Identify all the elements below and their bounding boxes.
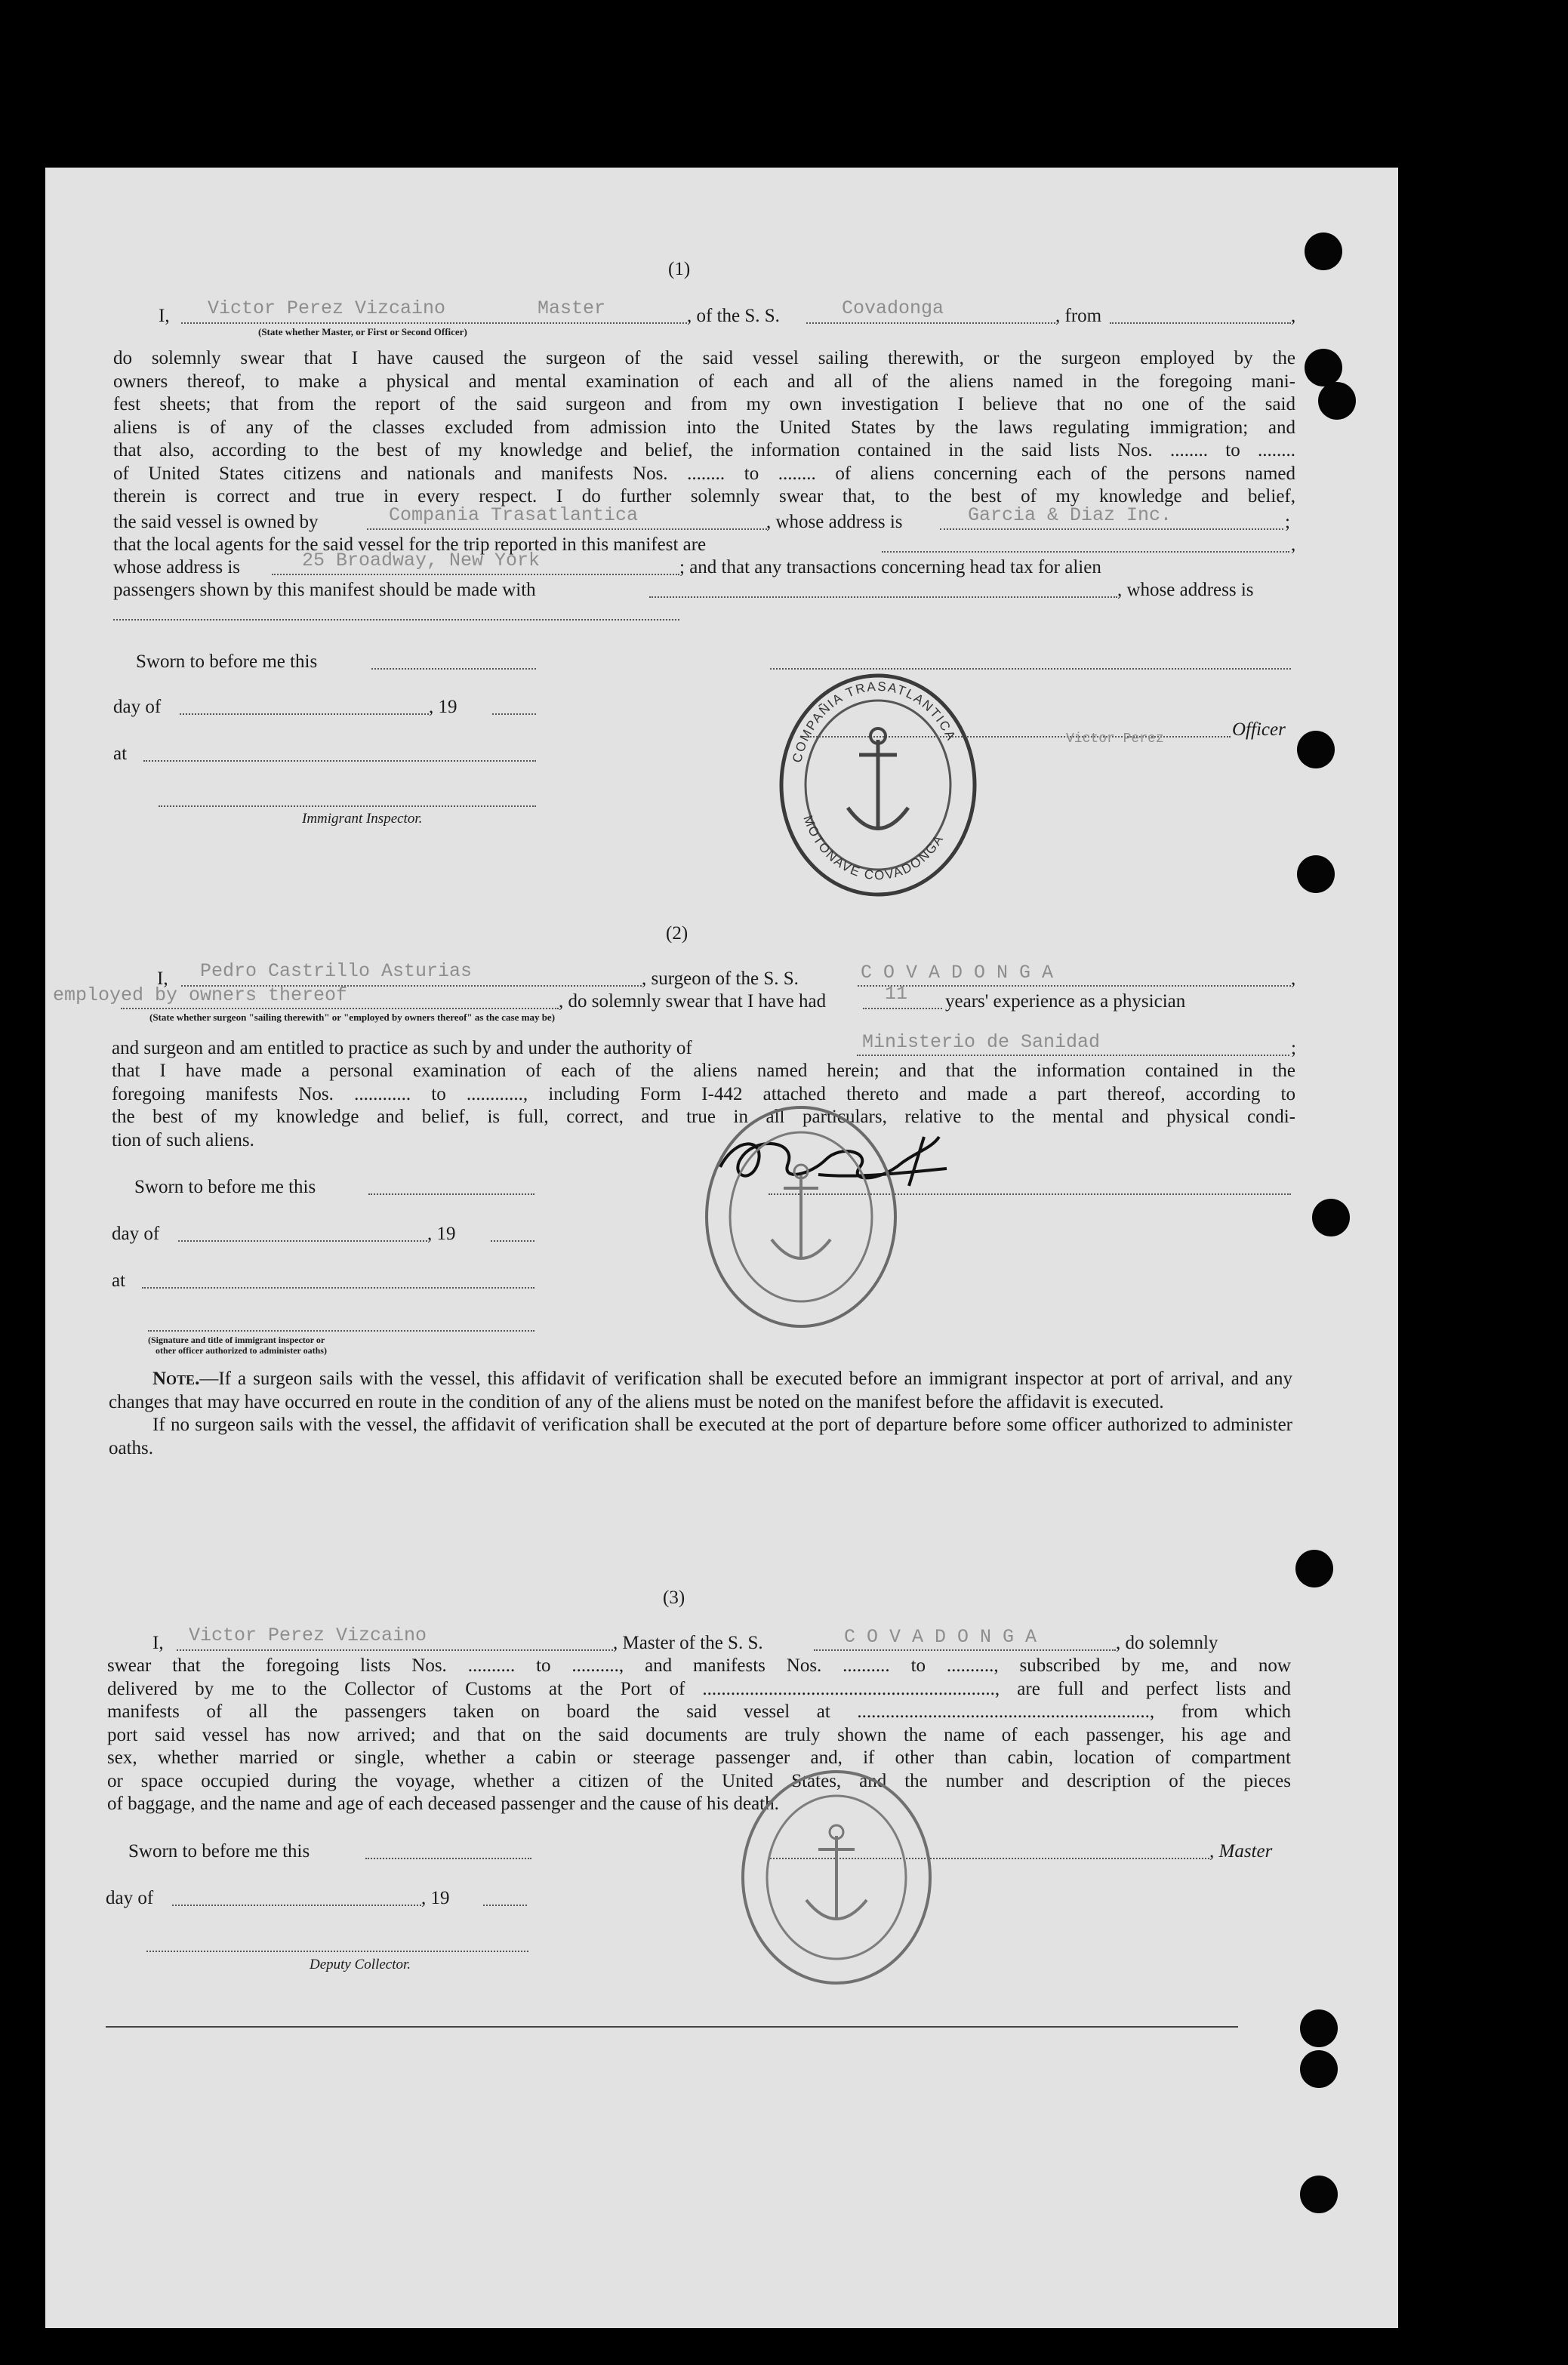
s3-last-line: of baggage, and the name and age of each deceased passenger and the cause of his death.: [107, 1794, 779, 1814]
s3-master-name: Victor Perez Vizcaino: [189, 1624, 427, 1646]
s1-body-line: therein is correct and true in every respect. I do further solemnly swear that, to the best of my knowledge and belief,: [113, 486, 1295, 507]
company-stamp: [776, 672, 980, 898]
s1-agent-address: 25 Broadway, New York: [302, 550, 541, 571]
s1-i-label: I,: [159, 306, 170, 326]
semicolon: ;: [1285, 512, 1290, 532]
binder-hole: [1318, 382, 1356, 420]
s3-deputy: Deputy Collector.: [310, 1957, 411, 1972]
s1-owned-by: the said vessel is owned by: [113, 512, 319, 532]
s1-from: , from: [1055, 306, 1102, 326]
s3-body-line: swear that the foregoing lists Nos. .......... to .........., and manifests Nos. .......... to .........., subscribed by me, and now: [107, 1655, 1291, 1676]
owner-line: [367, 528, 767, 530]
s1-body-line: aliens is of any of the classes excluded from admission into the United States by the laws regulating immigration; and: [113, 417, 1295, 438]
years-line: [863, 1008, 942, 1009]
s1-master-title: Master: [538, 297, 606, 319]
s2-body-line: foregoing manifests Nos. ............ to ............, including Form I-442 attached thereto and made a part thereof, according to: [112, 1083, 1295, 1104]
company-stamp-2: [702, 1104, 900, 1330]
s3-day-line: [172, 1905, 421, 1906]
s1-body-line: do solemnly swear that I have caused the surgeon of the said vessel sailing therewith, or the surgeon employed by the: [113, 348, 1295, 368]
s1-whose-address-is: , whose address is: [1117, 580, 1254, 600]
s1-body-line: that also, according to the best of my knowledge and belief, the information contained in the said lists Nos. ........ to ........: [113, 440, 1295, 460]
address-continuation-line: [113, 619, 679, 621]
s1-of-ss: , of the S. S.: [687, 306, 780, 326]
section-3-number: (3): [663, 1587, 685, 1608]
s1-nineteen: , 19: [429, 697, 457, 717]
s2-solemnly: , do solemnly swear that I have had: [559, 991, 827, 1012]
s2-years: 11: [885, 983, 908, 1005]
at-line: [143, 760, 536, 762]
s2-sig-caption-2: other officer authorized to administer oaths): [156, 1345, 327, 1356]
authority-line: [857, 1055, 1289, 1056]
agent-address-line: [272, 574, 679, 575]
vessel-line: [806, 322, 1055, 324]
binder-hole: [1300, 2050, 1338, 2088]
s2-last-line: tion of such aliens.: [112, 1130, 254, 1150]
s3-body: [107, 1655, 1291, 1793]
from-line: [1110, 322, 1291, 324]
s1-body-line: of United States citizens and nationals and manifests Nos. ........ to ........ of aliens concerning each of the persons named: [113, 463, 1295, 484]
s2-sig-caption-1: (Signature and title of immigrant inspector or: [148, 1335, 325, 1345]
s3-body-line: manifests of all the passengers taken on board the said vessel at .............................................................., from which: [107, 1701, 1291, 1722]
binder-hole: [1305, 232, 1342, 270]
section-1-number: (1): [668, 259, 691, 279]
year-line: [492, 713, 536, 715]
s2-inspector-line: [148, 1330, 534, 1332]
s3-vessel-line: [814, 1649, 1116, 1651]
s2-day-line: [178, 1240, 427, 1242]
company-stamp-3: [738, 1768, 935, 1987]
inspector-line: [159, 805, 536, 807]
s2-note: [109, 1368, 1292, 1460]
s3-i-label: I,: [152, 1633, 164, 1653]
binder-hole: [1300, 2009, 1338, 2047]
s1-state-hint: (State whether Master, or First or Second Officer): [258, 326, 467, 337]
s2-body-line: that I have made a personal examination of each of the aliens named herein; and that the information contained in the: [112, 1061, 1295, 1081]
s1-inspector: Immigrant Inspector.: [302, 811, 423, 827]
s2-year-line: [491, 1240, 534, 1242]
s3-sworn: Sworn to before me this: [128, 1841, 310, 1862]
s3-body-line: delivered by me to the Collector of Customs at the Port of .............................................................., are full and perfect lists and: [107, 1678, 1291, 1699]
semicolon: ;: [1291, 1038, 1296, 1058]
s3-year-line: [483, 1905, 527, 1906]
s1-vessel: Covadonga: [842, 297, 944, 319]
s1-head-tax: ; and that any transactions concerning head tax for alien: [679, 557, 1101, 577]
svg-text:COMPAÑIA TRASATLANTICA: [790, 679, 959, 764]
s1-agents-line: that the local agents for the said vessel for the trip reported in this manifest are: [113, 534, 707, 555]
s1-body-line: owners thereof, to make a physical and mental examination of each and all of the aliens named in the foregoing mani-: [113, 371, 1295, 392]
binder-hole: [1297, 731, 1335, 768]
s3-master-of: , Master of the S. S.: [613, 1633, 763, 1653]
binder-hole: [1295, 1550, 1333, 1587]
s2-i-label: I,: [157, 968, 168, 989]
binder-hole: [1312, 1199, 1350, 1236]
binder-hole: [1305, 349, 1342, 386]
s3-body-line: sex, whether married or single, whether a cabin or steerage passenger and, if other than cabin, location of compartment: [107, 1748, 1291, 1768]
s3-sworn-line: [365, 1858, 531, 1859]
deputy-line: [146, 1951, 528, 1952]
s1-owner: Compania Trasatlantica: [389, 504, 639, 526]
s2-at-line: [142, 1287, 534, 1289]
s2-body-line: the best of my knowledge and belief, is full, correct, and true in all particulars, relative to the mental and physical condi-: [112, 1107, 1295, 1127]
s1-whose-address-2: whose address is: [113, 557, 241, 577]
s2-nineteen: , 19: [427, 1224, 456, 1244]
binder-hole: [1297, 855, 1335, 893]
s2-vessel-line: [858, 985, 1291, 987]
sworn-line: [371, 668, 536, 670]
note-label: Note.: [152, 1369, 200, 1389]
s3-vessel: C O V A D O N G A: [844, 1626, 1037, 1648]
s2-at: at: [112, 1270, 126, 1291]
s3-master-label: [1209, 1840, 1272, 1863]
s1-body: [113, 347, 1295, 509]
s1-whose-address: , whose address is: [766, 512, 903, 532]
s2-authority-value: Ministerio de Sanidad: [862, 1031, 1101, 1053]
s3-body-line: port said vessel has now arrived; and that on the said documents are truly shown the name of each passenger, his age and: [107, 1724, 1291, 1745]
section-2-number: (2): [666, 923, 689, 944]
manifest-affidavit-page: [45, 168, 1398, 2328]
stamp-top-text: COMPAÑIA TRASATLANTICA: [790, 679, 960, 765]
s2-surgeon-name: Pedro Castrillo Asturias: [200, 960, 473, 982]
s1-officer-typed: Victor Perez: [1066, 731, 1164, 747]
comma: ,: [1291, 534, 1296, 555]
agents-line: [882, 551, 1289, 553]
s3-nineteen: , 19: [421, 1888, 450, 1908]
s2-state-hint: (State whether surgeon "sailing therewith" or "employed by owners thereof" as the case may be): [149, 1012, 556, 1023]
stamp-bottom-text: MOTONAVE COVADONGA: [800, 813, 947, 883]
s2-sworn: Sworn to before me this: [134, 1177, 316, 1197]
owner-address-line: [940, 528, 1283, 530]
passengers-line: [649, 596, 1117, 598]
s2-employed: employed by owners thereof: [53, 984, 348, 1006]
s2-sworn-line: [368, 1193, 534, 1195]
s1-body-line: fest sheets; that from the report of the said surgeon and from my own investigation I believe that no one of the said: [113, 394, 1295, 414]
s1-sworn: Sworn to before me this: [136, 651, 318, 672]
comma: ,: [1291, 968, 1296, 989]
employment-line: [121, 1008, 559, 1009]
s1-master-name: Victor Perez Vizcaino: [208, 297, 446, 319]
s2-authority: and surgeon and am entitled to practice as such by and under the authority of: [112, 1038, 692, 1058]
note-2: If no surgeon sails with the vessel, the affidavit of verification shall be executed at the port of departure before some officer authorized to administer oaths.: [109, 1415, 1292, 1458]
s1-owner-address: Garcia & Diaz Inc.: [968, 504, 1172, 526]
day-line: [180, 713, 429, 715]
master-signature-line: [770, 668, 1291, 670]
s2-day-of: day of: [112, 1224, 160, 1244]
binder-hole: [1300, 2176, 1338, 2213]
s1-officer: Officer: [1232, 719, 1286, 740]
bottom-rule: [106, 2026, 1238, 2028]
note-text: —If a surgeon sails with the vessel, this affidavit of verification shall be executed before an immigrant inspector at port of arrival, and any changes that may have occurred en route in the condition of any of the aliens must be noted on the manifest before the affidavit is executed.: [109, 1369, 1292, 1412]
s1-day-of: day of: [113, 697, 162, 717]
s3-body-lines: [107, 1655, 1291, 1793]
s1-passengers-line: passengers shown by this manifest should be made with: [113, 580, 536, 600]
s3-do-solemnly: , do solemnly: [1116, 1633, 1218, 1653]
s1-body-lines: [113, 347, 1295, 509]
s3-day-of: day of: [106, 1888, 154, 1908]
s3-master-line: [177, 1649, 613, 1651]
master-name-line: [181, 322, 687, 324]
s1-at: at: [113, 744, 128, 764]
s3-body-line: or space occupied during the voyage, whether a citizen of the United States, and the number and description of the pieces: [107, 1770, 1291, 1791]
s2-surgeon-of: , surgeon of the S. S.: [642, 968, 799, 989]
s2-vessel: C O V A D O N G A: [861, 962, 1054, 984]
comma: ,: [1291, 306, 1296, 326]
s3-master-label-text: , Master: [1209, 1841, 1273, 1862]
s2-experience: years' experience as a physician: [945, 991, 1186, 1012]
